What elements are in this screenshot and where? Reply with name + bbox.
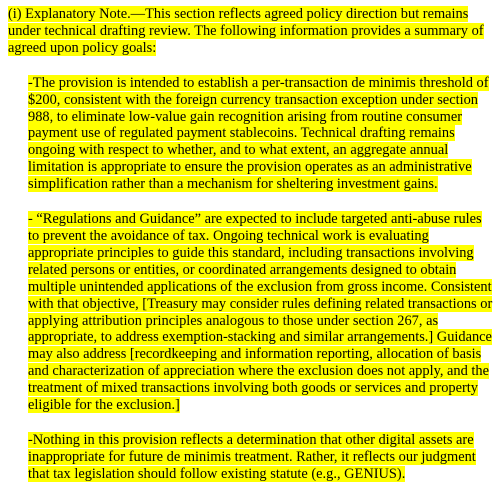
highlighted-text: -The provision is intended to establish a per-transaction de minimis threshold of $200, consistent with the foreign currency transaction exception under section 988, to eliminate low-value gain recognition arising from routine consumer payment use of regulated payment stablecoins. Technical drafting remains ongoing with respect to whether, and to what extent, an aggregate annual limitation is appropriate to ensure the provision operates as an administrative simplification rather than a mechanism for sheltering investment gains.: [28, 74, 489, 193]
explanatory-note-intro: [8, 6, 494, 57]
highlighted-text: - “Regulations and Guidance” are expected to include targeted anti-abuse rules to prevent the avoidance of tax. Ongoing technical work is evaluating appropriate principles to guide this standard, including transactions involving related persons or entities, or coordinated arrangements designed to obtain multiple unintended applications of the exclusion from gross income. Consistent with that objective, [Treasury may consider rules defining related transactions or applying attribution principles analogous to those under section 267, as appropriate, to address exemption-stacking and similar arrangements.] Guidance may also address [recordkeeping and information reporting, allocation of basis and characterization of appreciation where the exclusion does not apply, and the treatment of mixed transactions involving both goods or services and property eligible for the exclusion.]: [28, 211, 493, 414]
policy-bullet-regulations-guidance: [8, 211, 494, 414]
highlighted-text: (i) Explanatory Note.—This section reflects agreed policy direction but remains under technical drafting review. The following information provides a summary of agreed upon policy goals:: [8, 6, 484, 56]
highlighted-text: -Nothing in this provision reflects a determination that other digital assets are inappropriate for future de minimis treatment. Rather, it reflects our judgment that tax legislation should follow existing statute (e.g., GENIUS).: [28, 431, 476, 482]
document-body: [8, 6, 494, 483]
policy-bullet-other-digital-assets: [8, 432, 494, 483]
policy-bullet-de-minimis-threshold: [8, 75, 494, 193]
